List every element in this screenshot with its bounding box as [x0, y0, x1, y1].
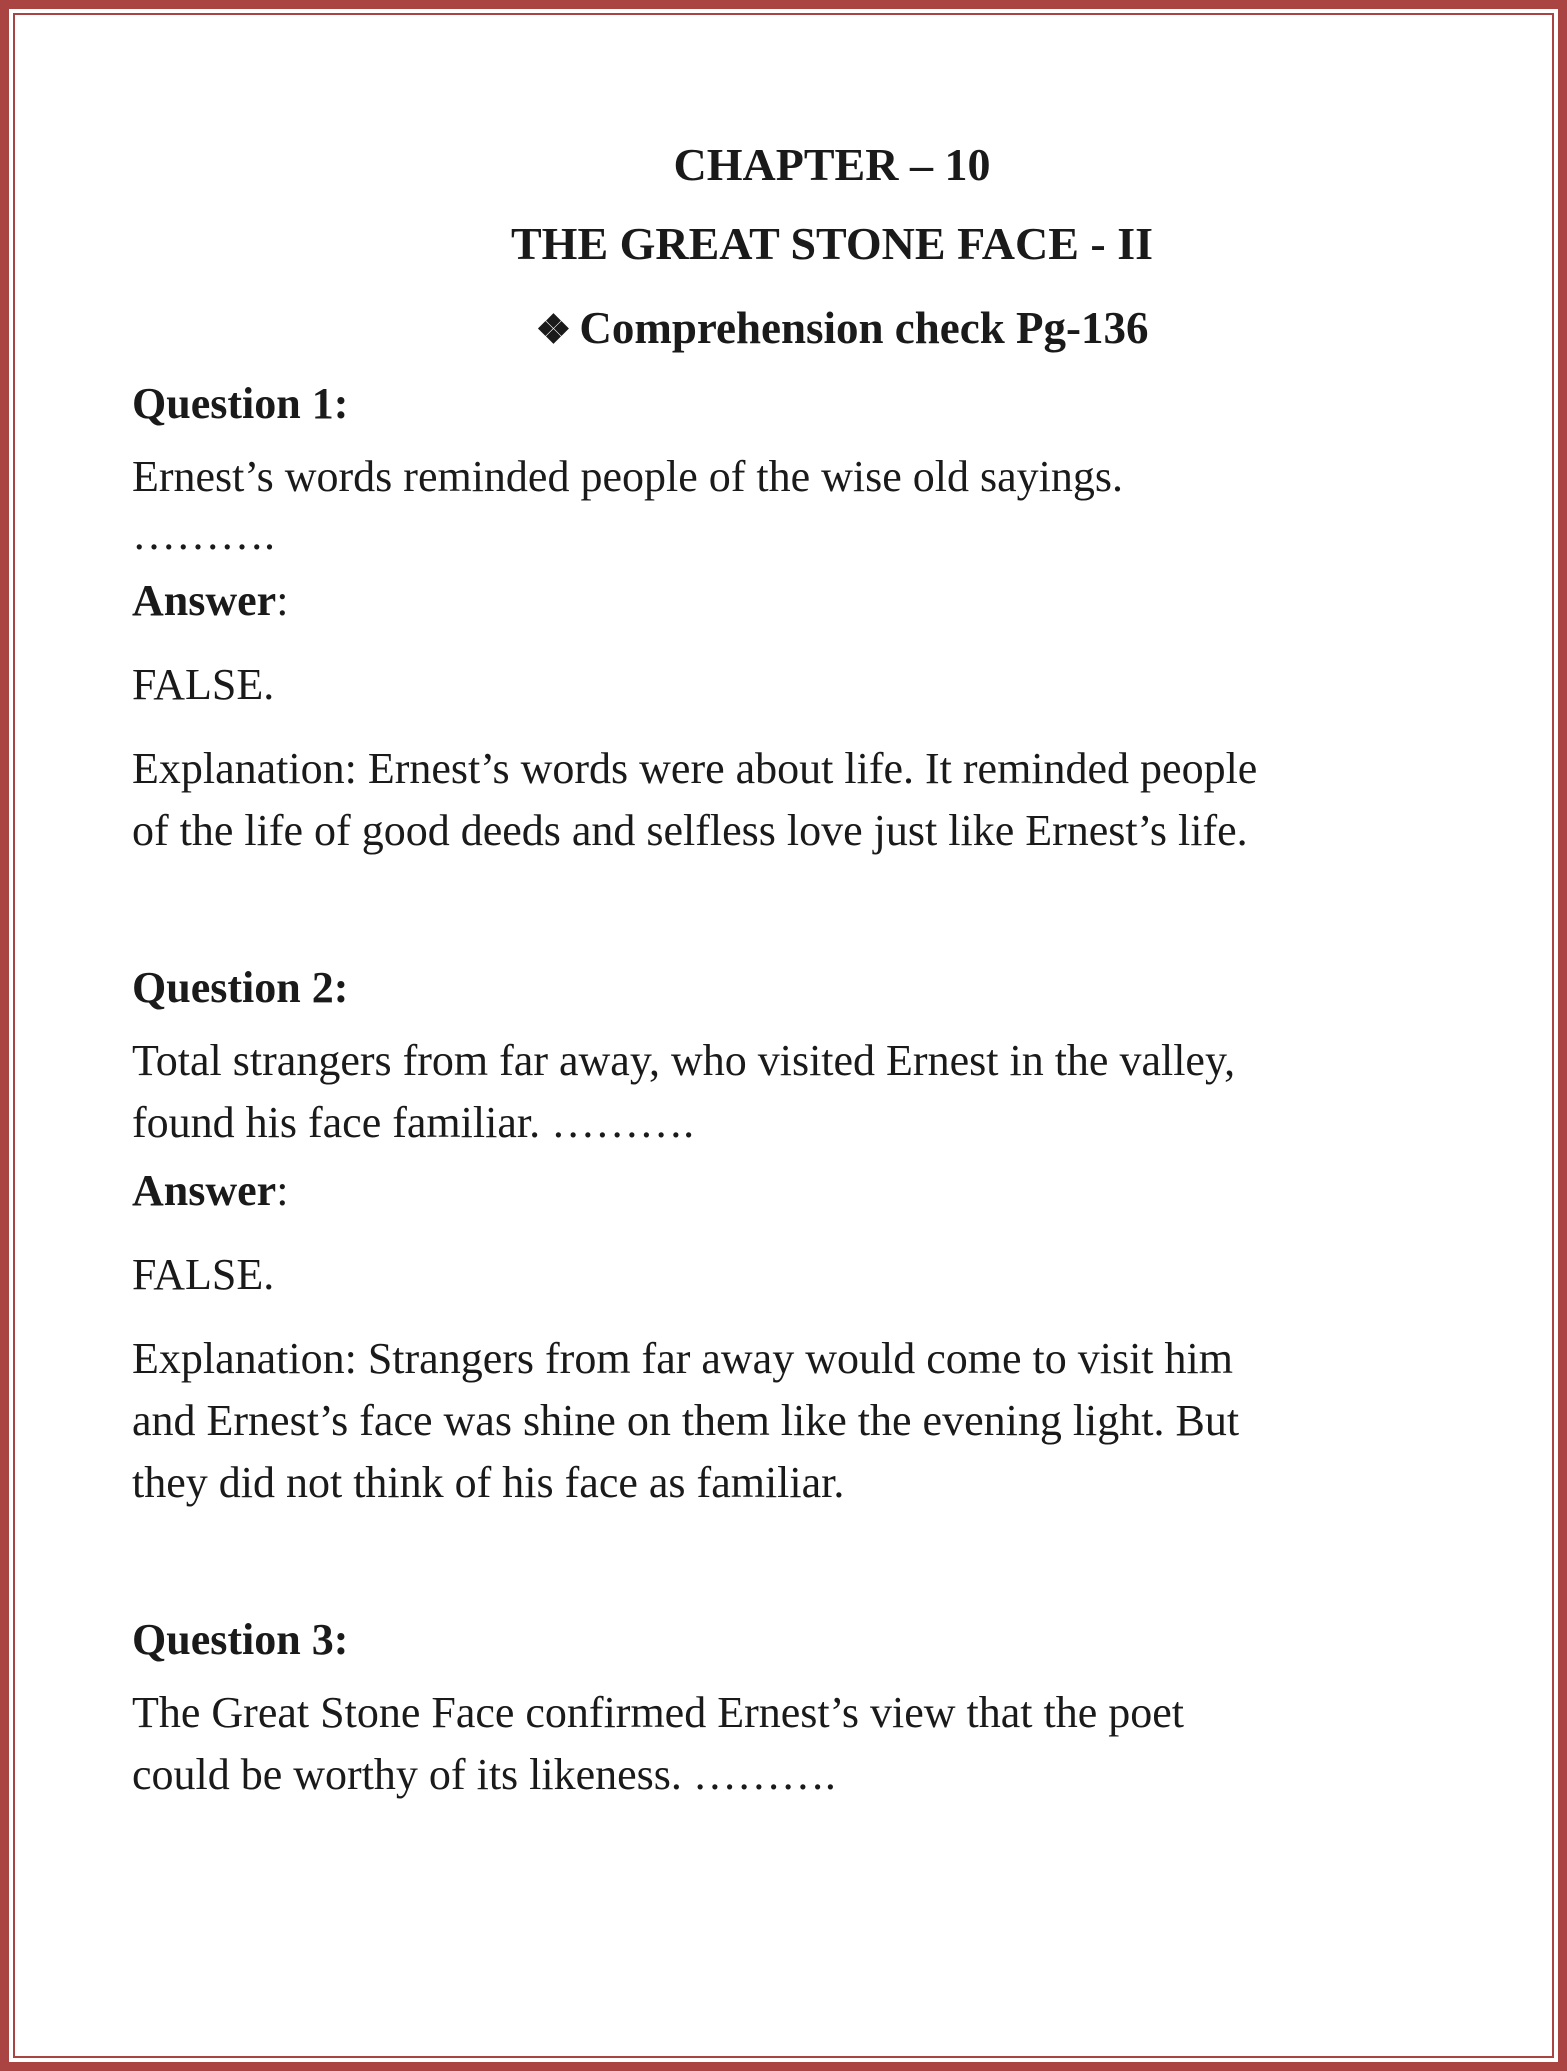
question-3: [132, 1610, 1452, 1806]
question-1-explanation-line-1: Explanation: Ernest’s words were about life. It reminded people: [132, 744, 1258, 793]
question-1-answer-label: Answer: [132, 576, 277, 625]
document-body: [132, 130, 1452, 1806]
question-1-explanation-line-2: of the life of good deeds and selfless love just like Ernest’s life.: [132, 806, 1248, 855]
diamond-bullet-icon: ❖: [535, 307, 572, 352]
question-2-explanation-line-2: and Ernest’s face was shine on them like the evening light. But: [132, 1396, 1240, 1445]
question-1-answer-heading: Answer:: [132, 576, 289, 625]
question-3-statement-line-2: could be worthy of its likeness. ……….: [132, 1750, 836, 1799]
question-1-statement: Ernest’s words reminded people of the wise old sayings.: [132, 452, 1124, 501]
question-2-statement-line-1: Total strangers from far away, who visited Ernest in the valley,: [132, 1036, 1236, 1085]
question-2-statement-line-2: found his face familiar. ……….: [132, 1098, 695, 1147]
question-2-label: Question 2:: [132, 963, 349, 1012]
question-1-answer: FALSE.: [132, 660, 275, 709]
question-3-statement-line-1: The Great Stone Face confirmed Ernest’s view that the poet: [132, 1688, 1184, 1737]
question-2-explanation-line-3: they did not think of his face as familiar.: [132, 1458, 845, 1507]
question-1-blank: ……….: [132, 510, 275, 559]
chapter-title: THE GREAT STONE FACE - II: [510, 218, 1154, 269]
question-2-answer-label: Answer: [132, 1166, 277, 1215]
question-1: [132, 374, 1452, 862]
section-heading: [132, 288, 1452, 368]
question-2-answer: FALSE.: [132, 1250, 275, 1299]
chapter-heading: CHAPTER – 10: [673, 139, 991, 190]
section-heading-text: Comprehension check Pg-136: [579, 303, 1149, 353]
question-1-label: Question 1:: [132, 379, 349, 428]
question-2-explanation-line-1: Explanation: Strangers from far away would come to visit him: [132, 1334, 1233, 1383]
question-2-answer-heading: Answer:: [132, 1166, 289, 1215]
question-3-label: Question 3:: [132, 1615, 349, 1664]
question-2: [132, 958, 1452, 1514]
